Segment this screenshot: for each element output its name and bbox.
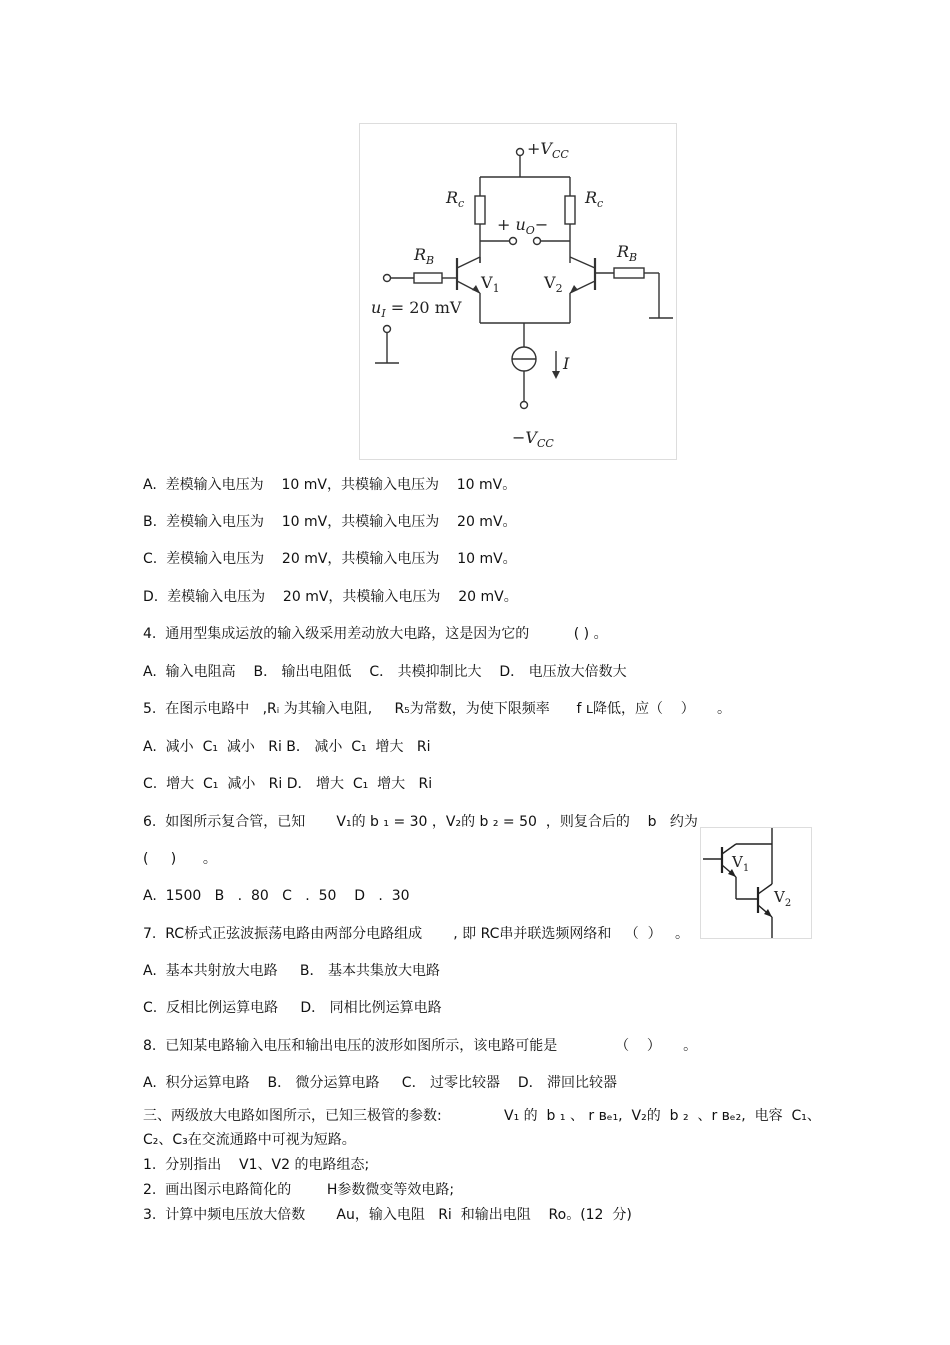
v1-label: V bbox=[732, 853, 743, 871]
options-5ab: A. 减小 C₁ 减小 Ri B． 减小 C₁ 增大 Ri bbox=[143, 739, 431, 755]
differential-amplifier-figure bbox=[359, 123, 677, 460]
current-label: I bbox=[563, 354, 570, 373]
section-3-item-3: 3. 计算中频电压放大倍数 Au，输入电阻 Ri 和输出电阻 Ro。(12 分) bbox=[143, 1207, 632, 1223]
section-3-title: 三、两级放大电路如图所示，已知三极管的参数: V₁ 的 b ₁ 、 r ʙₑ₁, V₂的 b ₂ 、r ʙₑ₂, 电容 C₁、 bbox=[143, 1108, 821, 1124]
question-4: 4. 通用型集成运放的输入级采用差动放大电路，这是因为它的 ( ) 。 bbox=[143, 626, 608, 642]
options-7cd: C. 反相比例运算电路 D． 同相比例运算电路 bbox=[143, 1000, 442, 1016]
svg-text:+ uO−: + $u_O-$ bbox=[497, 215, 549, 237]
option-3c: C. 差模输入电压为 20 mV，共模输入电压为 10 mV。 bbox=[143, 551, 517, 567]
v2-label: V bbox=[544, 273, 556, 292]
svg-text:Rc: $R_c$ bbox=[446, 188, 465, 210]
question-6: 6. 如图所示复合管，已知 V₁的 b ₁ = 30 ，V₂的 b ₂ = 50 ，则复合后的 b 约为 bbox=[143, 814, 698, 830]
svg-text:V1: $V_1$ bbox=[481, 273, 500, 295]
svg-text:V2: $V_2$ bbox=[544, 273, 563, 295]
options-4: A. 输入电阻高 B． 输出电阻低 C． 共模抑制比大 D． 电压放大倍数大 bbox=[143, 664, 627, 680]
rb-left-label: R bbox=[414, 245, 427, 264]
compound-transistor-figure bbox=[700, 827, 812, 939]
ui-label: u bbox=[371, 298, 382, 317]
svg-text:V2: $V_2$ bbox=[774, 888, 792, 909]
rb-right-label: R bbox=[617, 242, 630, 261]
svg-text:uI = 20 mV: $u_I = 20$ mV bbox=[371, 298, 462, 320]
options-6: A. 1500 B . 80 C . 50 D . 30 bbox=[143, 888, 410, 904]
svg-text:V1: $V_1$ bbox=[732, 853, 750, 874]
section-3-item-1: 1. 分别指出 V1、V2 的电路组态; bbox=[143, 1157, 370, 1173]
rc-left-label: R bbox=[446, 188, 459, 207]
section-3-item-2: 2. 画出图示电路简化的 H参数微变等效电路; bbox=[143, 1182, 455, 1198]
svg-text:+VCC: $+V_{CC}$ bbox=[527, 139, 569, 161]
svg-text:Rc: $R_c$ bbox=[585, 188, 604, 210]
question-6-blank: ( ) 。 bbox=[143, 851, 217, 867]
uo-label: + u bbox=[497, 215, 526, 234]
question-8: 8. 已知某电路输入电压和输出电压的波形如图所示，该电路可能是 （ ） 。 bbox=[143, 1038, 698, 1054]
question-5: 5. 在图示电路中 ,Rᵢ 为其输入电阻, R₅为常数，为使下限频率 f ʟ降低，应（ ） 。 bbox=[143, 701, 732, 717]
options-7ab: A. 基本共射放大电路 B． 基本共集放大电路 bbox=[143, 963, 440, 979]
option-3a: A. 差模输入电压为 10 mV，共模输入电压为 10 mV。 bbox=[143, 477, 517, 493]
vcc-positive-label: +V bbox=[527, 139, 552, 158]
section-3-title-cont: C₂、C₃在交流通路中可视为短路。 bbox=[143, 1132, 356, 1148]
svg-text:RB: $R_B$ bbox=[414, 245, 435, 267]
svg-text:−VCC: $-V_{CC}$ bbox=[512, 428, 554, 450]
svg-text:RB: $R_B$ bbox=[617, 242, 638, 264]
options-8: A. 积分运算电路 B． 微分运算电路 C． 过零比较器 D． 滞回比较器 bbox=[143, 1075, 618, 1091]
v1-label: V bbox=[481, 273, 493, 292]
question-7: 7. RC桥式正弦波振荡电路由两部分电路组成 , 即 RC串并联选频网络和 （ ） 。 bbox=[143, 926, 689, 942]
vcc-negative-label: −V bbox=[512, 428, 537, 447]
options-5cd: C. 增大 C₁ 减小 Ri D． 增大 C₁ 增大 Ri bbox=[143, 776, 433, 792]
rc-right-label: R bbox=[585, 188, 598, 207]
v2-label: V bbox=[774, 888, 785, 906]
svg-text:I bbox=[562, 354, 570, 373]
option-3b: B. 差模输入电压为 10 mV，共模输入电压为 20 mV。 bbox=[143, 514, 517, 530]
option-3d: D. 差模输入电压为 20 mV，共模输入电压为 20 mV。 bbox=[143, 589, 518, 605]
